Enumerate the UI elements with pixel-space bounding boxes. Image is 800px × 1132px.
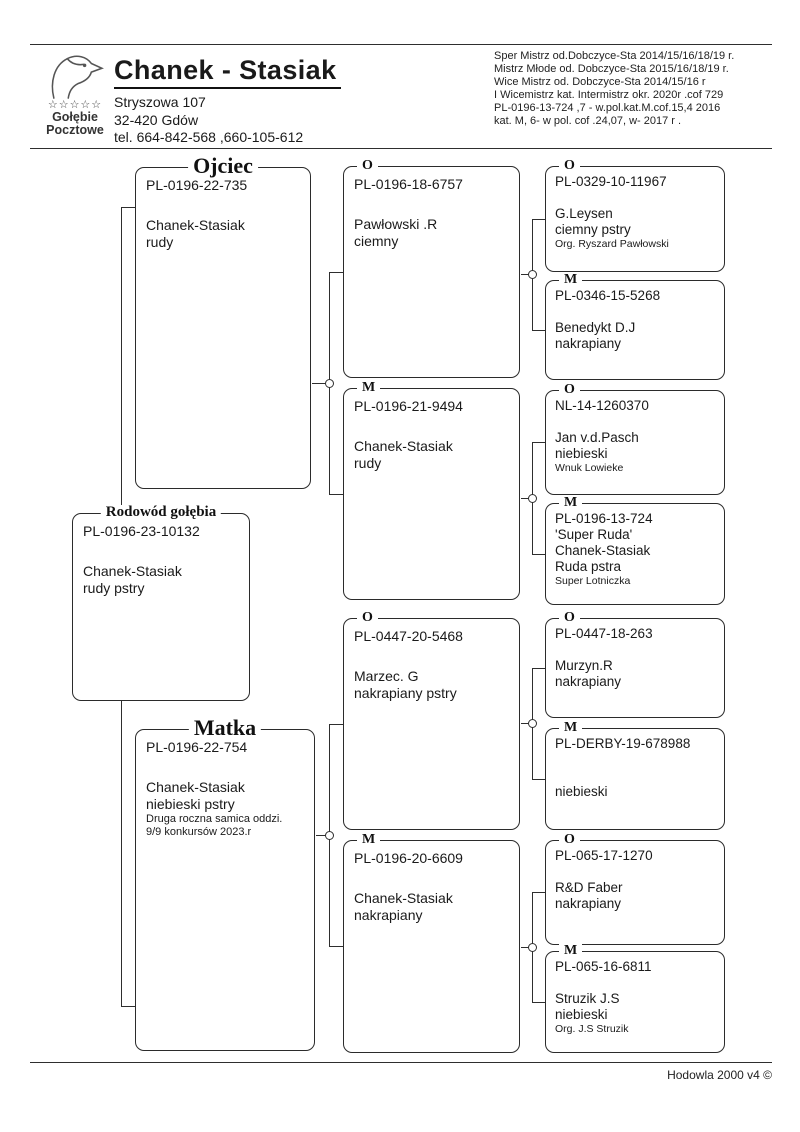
- connector-node: [528, 270, 537, 279]
- logo-name-line2: Pocztowe: [46, 123, 104, 137]
- color-description: nakrapiany pstry: [354, 685, 457, 701]
- ring-number: PL-0447-18-263: [555, 626, 653, 641]
- ring-number: PL-065-17-1270: [555, 848, 653, 863]
- achievement-line: I Wicemistrz kat. Intermistrz okr. 2020r .cof 729: [494, 88, 724, 101]
- ring-number: PL-0196-21-9494: [354, 398, 463, 414]
- spacer: [354, 193, 513, 216]
- logo-name-line1: Gołębie: [52, 110, 98, 124]
- spacer: [146, 194, 304, 217]
- connector-line: [329, 272, 344, 273]
- pedigree-box-mf: [343, 610, 520, 830]
- strain-name: Struzik J.S: [555, 991, 620, 1006]
- connector-line: [532, 1002, 546, 1003]
- connector-node: [528, 494, 537, 503]
- ring-number: PL-0329-10-11967: [555, 174, 667, 189]
- box-content: [546, 281, 724, 352]
- alias-name: [555, 975, 719, 991]
- color-description: rudy: [146, 234, 174, 250]
- box-content: [344, 841, 519, 924]
- address-line: tel. 664-842-568 ,660-105-612: [114, 129, 304, 145]
- achievement-line: Wice Mistrz od. Dobczyce-Sta 2014/15/16 r: [494, 75, 706, 88]
- box-content: [136, 730, 314, 839]
- pedigree-box-mm: [343, 832, 520, 1053]
- strain-name: Chanek-Stasiak: [83, 563, 182, 579]
- header-top-rule: [30, 44, 772, 45]
- note-line: 9/9 konkursów 2023.r: [146, 826, 252, 838]
- achievement-line: PL-0196-13-724 ,7 - w.pol.kat.M.cof.15,4 2016: [494, 101, 721, 114]
- ring-number: PL-0196-20-6609: [354, 850, 463, 866]
- color-description: niebieski pstry: [146, 796, 235, 812]
- pedigree-box-father: [135, 153, 311, 489]
- strain-name: Chanek-Stasiak: [354, 890, 453, 906]
- sex-label: O: [559, 159, 580, 173]
- sex-label: O: [559, 383, 580, 397]
- connector-line: [532, 442, 546, 443]
- connector-line: [532, 892, 546, 893]
- box-content: [546, 729, 724, 800]
- header-bottom-rule: [30, 148, 772, 149]
- strain-name: Chanek-Stasiak: [146, 217, 245, 233]
- connector-line: [532, 554, 546, 555]
- strain-name: Jan v.d.Pasch: [555, 430, 639, 445]
- sex-label: O: [559, 611, 580, 625]
- ring-number: PL-0196-18-6757: [354, 176, 463, 192]
- box-content: [546, 504, 724, 587]
- address-line: Stryszowa 107: [114, 94, 206, 110]
- connector-line: [121, 700, 122, 1007]
- spacer: [354, 867, 513, 890]
- sex-label: M: [559, 944, 582, 958]
- sex-label: M: [357, 833, 380, 847]
- sex-label: O: [357, 611, 378, 625]
- box-title: Ojciec: [188, 155, 258, 177]
- loft-logo: [36, 50, 114, 137]
- alias-name: [555, 414, 719, 430]
- footer-rule: [30, 1062, 772, 1063]
- strain-name: G.Leysen: [555, 206, 613, 221]
- connector-node: [325, 379, 334, 388]
- connector-line: [121, 207, 136, 208]
- strain-name: Chanek-Stasiak: [555, 543, 651, 558]
- ring-number: PL-DERBY-19-678988: [555, 736, 691, 751]
- color-description: Ruda pstra: [555, 559, 622, 574]
- connector-line: [532, 330, 546, 331]
- color-description: ciemny: [354, 233, 399, 249]
- ring-number: PL-0196-22-735: [146, 177, 248, 193]
- achievement-line: Sper Mistrz od.Dobczyce-Sta 2014/15/16/18/19 r.: [494, 50, 735, 62]
- ring-number: NL-14-1260370: [555, 398, 649, 413]
- sex-label: M: [357, 381, 380, 395]
- box-content: [344, 167, 519, 250]
- strain-name: [555, 768, 719, 784]
- box-content: [546, 391, 724, 474]
- breeder-title: Chanek - Stasiak: [114, 55, 341, 89]
- connector-node: [528, 943, 537, 952]
- box-title: Rodowód gołębia: [101, 505, 221, 520]
- strain-name: Murzyn.R: [555, 658, 613, 673]
- connector-line: [532, 779, 546, 780]
- spacer: [83, 540, 243, 563]
- box-content: [546, 952, 724, 1035]
- sex-label: O: [559, 833, 580, 847]
- software-credit: Hodowla 2000 v4 ©: [667, 1068, 772, 1082]
- strain-name: Chanek-Stasiak: [354, 438, 453, 454]
- box-content: [344, 389, 519, 472]
- color-description: niebieski: [555, 1007, 608, 1022]
- connector-line: [532, 668, 546, 669]
- color-description: rudy: [354, 455, 382, 471]
- pedigree-box-fff: [545, 158, 725, 272]
- spacer: [354, 645, 513, 668]
- alias-name: 'Super Ruda': [555, 527, 633, 542]
- pedigree-box-mfm: [545, 720, 725, 830]
- color-description: nakrapiany: [354, 907, 423, 923]
- pedigree-box-mmm: [545, 943, 725, 1053]
- ring-number: PL-0346-15-5268: [555, 288, 661, 303]
- alias-name: [555, 864, 719, 880]
- connector-line: [121, 1006, 136, 1007]
- strain-name: R&D Faber: [555, 880, 623, 895]
- box-content: [546, 841, 724, 912]
- connector-line: [532, 219, 546, 220]
- connector-line: [329, 494, 344, 495]
- achievement-line: Mistrz Młode od. Dobczyce-Sta 2015/16/18/19 r.: [494, 62, 729, 75]
- pedigree-box-mother: [135, 715, 315, 1051]
- spacer: [146, 756, 308, 779]
- ring-number: PL-0447-20-5468: [354, 628, 463, 644]
- color-description: nakrapiany: [555, 896, 622, 911]
- sex-label: M: [559, 496, 582, 510]
- strain-name: Benedykt D.J: [555, 320, 636, 335]
- alias-name: [555, 642, 719, 658]
- pedigree-box-fm: [343, 380, 520, 600]
- connector-node: [325, 831, 334, 840]
- alias-name: [555, 752, 719, 768]
- pedigree-box-fmm: [545, 495, 725, 605]
- pedigree-box-fmf: [545, 382, 725, 495]
- color-description: nakrapiany: [555, 674, 622, 689]
- pedigree-box-ff: [343, 158, 520, 378]
- strain-name: Chanek-Stasiak: [146, 779, 245, 795]
- strain-name: Marzec. G: [354, 668, 419, 684]
- color-description: niebieski: [555, 446, 608, 461]
- box-content: [546, 619, 724, 690]
- sex-label: M: [559, 273, 582, 287]
- pedigree-box-subject: [72, 504, 250, 701]
- spacer: [354, 415, 513, 438]
- breeder-address: [114, 94, 303, 147]
- color-description: ciemny pstry: [555, 222, 631, 237]
- connector-line: [121, 207, 122, 514]
- note-line: Wnuk Lowieke: [555, 462, 624, 474]
- pigeon-logo-icon: [43, 50, 107, 100]
- box-content: [73, 514, 249, 597]
- pedigree-box-mmf: [545, 832, 725, 945]
- ring-number: PL-0196-13-724: [555, 511, 653, 526]
- color-description: niebieski: [555, 784, 608, 799]
- box-content: [136, 168, 310, 251]
- ring-number: PL-065-16-6811: [555, 959, 652, 974]
- logo-stars: ☆☆☆☆☆: [47, 99, 103, 111]
- note-line: Org. Ryszard Pawłowski: [555, 238, 669, 250]
- pedigree-box-mff: [545, 610, 725, 718]
- address-line: 32-420 Gdów: [114, 111, 199, 128]
- box-content: [546, 167, 724, 250]
- sex-label: O: [357, 159, 378, 173]
- box-content: [344, 619, 519, 702]
- pedigree-box-ffm: [545, 272, 725, 380]
- ring-number: PL-0196-22-754: [146, 739, 248, 755]
- note-line: Druga roczna samica oddzi.: [146, 813, 283, 825]
- color-description: rudy pstry: [83, 580, 145, 596]
- box-title: Matka: [189, 717, 261, 739]
- note-line: Super Lotniczka: [555, 575, 631, 587]
- connector-line: [329, 946, 344, 947]
- alias-name: [555, 190, 719, 206]
- achievement-line: kat. M, 6- w pol. cof .24,07, w- 2017 r .: [494, 114, 682, 127]
- alias-name: [555, 304, 719, 320]
- sex-label: M: [559, 721, 582, 735]
- strain-name: Pawłowski .R: [354, 216, 438, 232]
- color-description: nakrapiany: [555, 336, 622, 351]
- note-line: Org. J.S Struzik: [555, 1023, 629, 1035]
- achievements-block: [494, 50, 776, 127]
- connector-node: [528, 719, 537, 728]
- connector-line: [329, 724, 344, 725]
- ring-number: PL-0196-23-10132: [83, 523, 200, 539]
